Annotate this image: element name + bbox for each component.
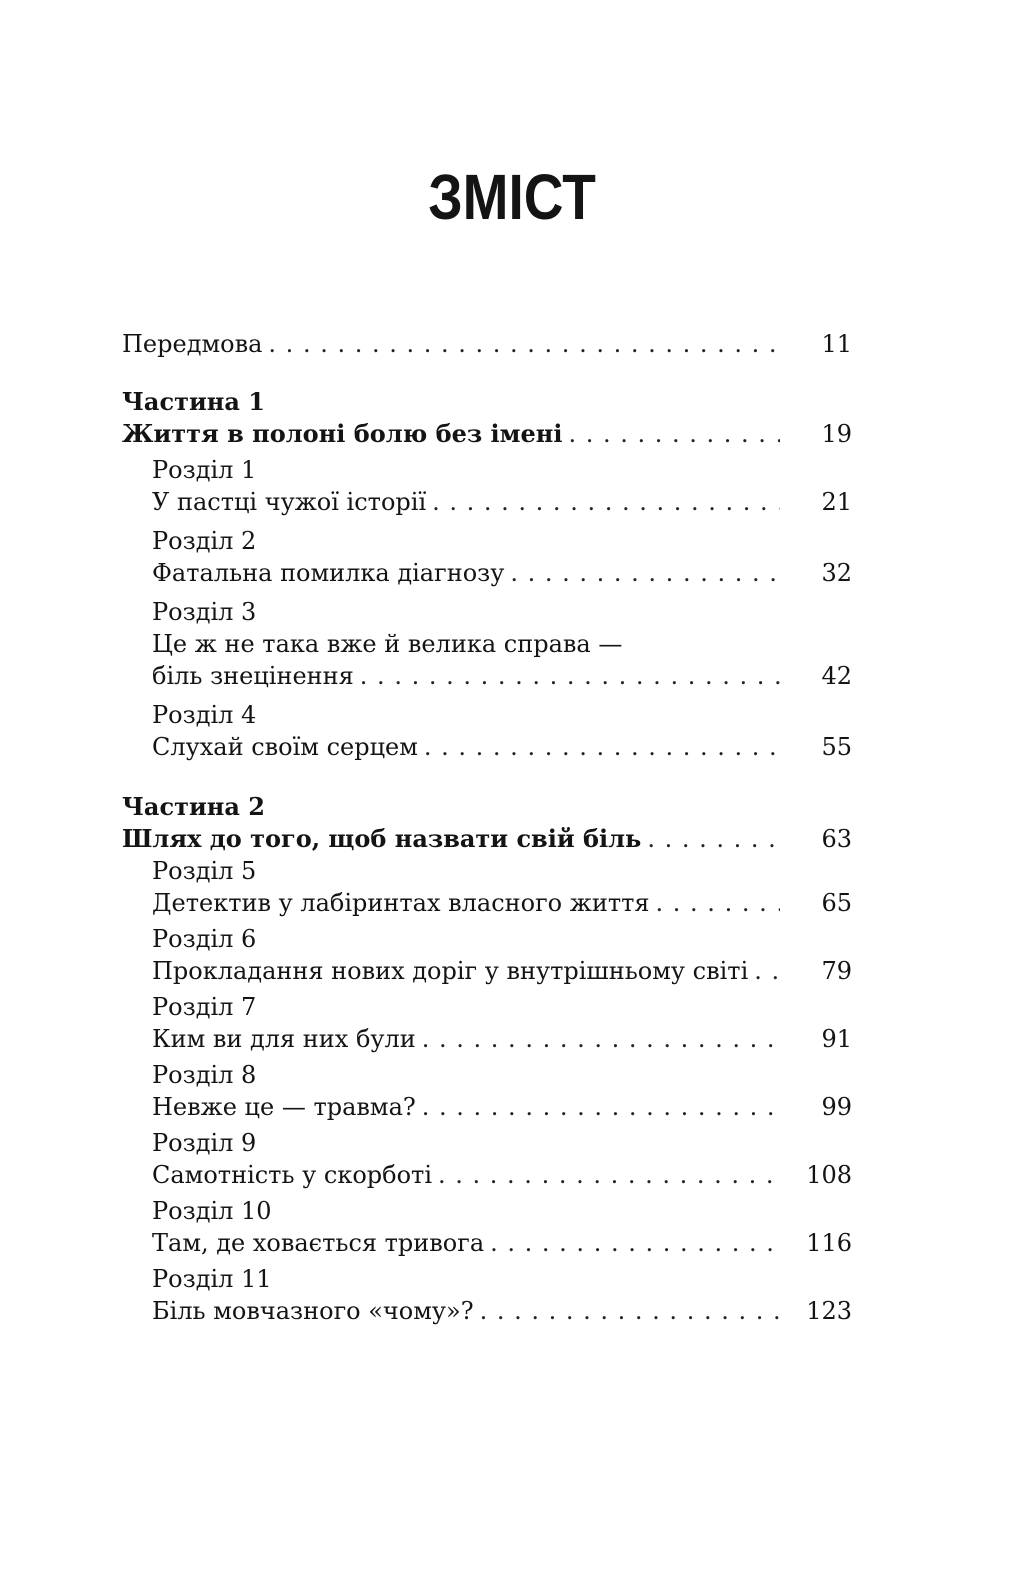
part-2 [122,791,852,1327]
dot-leader [422,1023,780,1055]
chapter-number: Розділ 4 [152,701,257,729]
dot-leader [568,418,780,450]
chapter-row [152,1091,852,1123]
chapter-title: У пастці чужої історії [152,488,427,516]
dot-leader [656,887,780,919]
chapter-number: Розділ 11 [152,1265,272,1293]
dot-leader [268,328,780,360]
toc-entry-title: Шлях до того, щоб назвати свій біль [122,824,642,853]
chapter-title: Слухай своїм серцем [152,733,418,761]
chapter-title-line-1: Це ж не така вже й велика справа — [152,630,623,658]
toc-entry-preface[interactable] [122,328,852,360]
chapter-title: біль знецінення [152,662,354,690]
toc-page-number: 91 [821,1025,852,1053]
chapter-number: Розділ 7 [152,993,257,1021]
chapter-row [152,660,852,692]
toc-page-number: 63 [821,825,852,853]
toc-page-number: 11 [821,330,852,358]
chapter-title: Біль мовчазного «чому»? [152,1297,474,1325]
chapter-row [152,557,852,589]
toc-page-number: 55 [821,733,852,761]
chapter-row [152,887,852,919]
toc-page-number: 99 [821,1093,852,1121]
chapter-title: Ким ви для них були [152,1025,416,1053]
part-1-chapters [122,454,852,763]
chapter-number: Розділ 3 [152,598,257,626]
chapter-6[interactable] [122,923,852,987]
chapter-row [152,1295,852,1327]
dot-leader [360,660,780,692]
chapter-11[interactable] [122,1263,852,1327]
chapter-title: Невже це — травма? [152,1093,416,1121]
chapter-title: Там, де ховається тривога [152,1229,485,1257]
part-2-chapters [122,855,852,1327]
toc-entry-title: Життя в полоні болю без імені [122,419,563,448]
chapter-title: Фатальна помилка діагнозу [152,559,505,587]
chapter-5[interactable] [122,855,852,919]
chapter-number: Розділ 6 [152,925,257,953]
chapter-number: Розділ 10 [152,1197,272,1225]
dot-leader [510,557,780,589]
toc-page-number: 32 [821,559,852,587]
dot-leader [754,955,780,987]
dot-leader [424,731,780,763]
toc-page-number: 21 [821,488,852,516]
chapter-title: Прокладання нових доріг у внутрішньому світі [152,957,749,985]
chapter-number: Розділ 1 [152,456,257,484]
toc-page-number: 108 [806,1161,852,1189]
toc-page-number: 123 [806,1297,852,1325]
chapter-2[interactable] [122,525,852,589]
chapter-9[interactable] [122,1127,852,1191]
chapter-number: Розділ 2 [152,527,257,555]
toc-page-number: 116 [806,1229,852,1257]
dot-leader [422,1091,780,1123]
dot-leader [432,486,780,518]
chapter-row [152,955,852,987]
page-title: ЗМІСТ [428,161,596,233]
dot-leader [647,823,780,855]
chapter-number: Розділ 8 [152,1061,257,1089]
chapter-3[interactable] [122,596,852,692]
toc-entry-part-1[interactable] [122,418,852,450]
toc-entry-part-2[interactable] [122,823,852,855]
toc-page-number: 19 [821,420,852,448]
part-label: Частина 2 [122,792,265,821]
toc-page-number: 42 [821,662,852,690]
chapter-7[interactable] [122,991,852,1055]
chapter-1[interactable] [122,454,852,518]
toc-page-number: 79 [821,957,852,985]
chapter-row [152,1159,852,1191]
dot-leader [480,1295,780,1327]
chapter-row [152,731,852,763]
chapter-row [152,486,852,518]
chapter-4[interactable] [122,699,852,763]
chapter-number: Розділ 5 [152,857,257,885]
dot-leader [438,1159,780,1191]
dot-leader [490,1227,780,1259]
chapter-row [152,1023,852,1055]
chapter-10[interactable] [122,1195,852,1259]
part-label: Частина 1 [122,387,265,416]
chapter-title: Самотність у скорботі [152,1161,433,1189]
table-of-contents [122,328,852,1327]
chapter-title: Детектив у лабіринтах власного життя [152,889,650,917]
chapter-number: Розділ 9 [152,1129,257,1157]
chapter-8[interactable] [122,1059,852,1123]
toc-entry-title: Передмова [122,330,263,358]
part-1 [122,386,852,763]
chapter-row [152,1227,852,1259]
toc-page-number: 65 [821,889,852,917]
